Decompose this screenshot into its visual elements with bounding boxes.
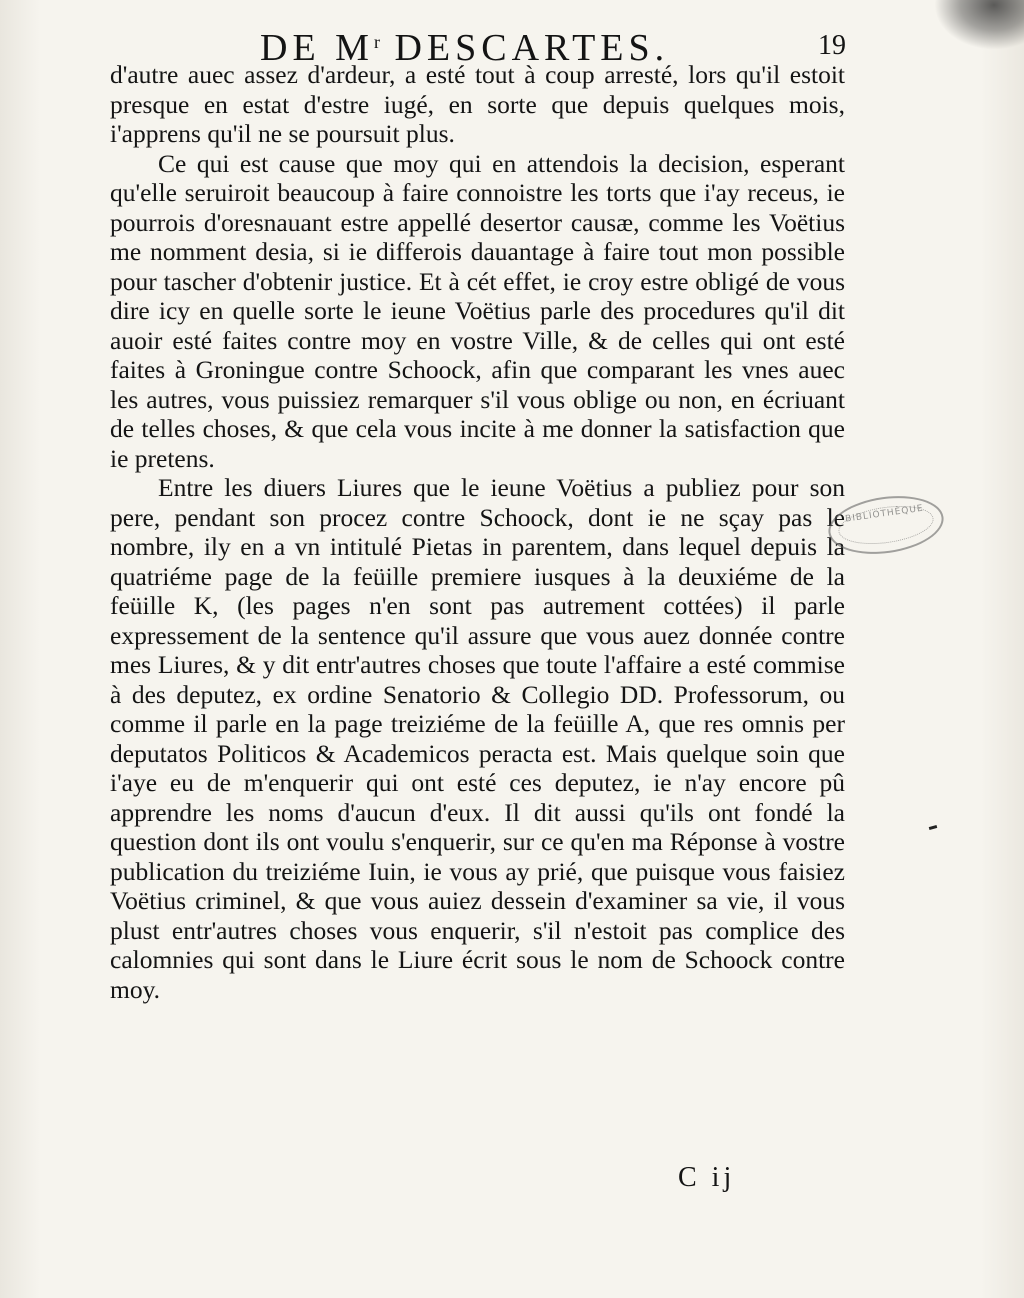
library-stamp-text: BIBLIOTHÈQUE — [844, 503, 925, 525]
scan-corner-shadow — [934, 0, 1024, 50]
signature-mark: C ij — [678, 1162, 736, 1193]
page-number: 19 — [818, 30, 846, 61]
running-title-post: DESCARTES. — [379, 27, 670, 69]
running-title-pre: DE M — [260, 27, 374, 69]
paragraph-2: Ce qui est cause que moy qui en attendois la decision, esperant qu'elle seruiroit beaucoup à faire connoistre les torts que i'ay receus, ie pourrois d'oresnauant estre appellé desertor causæ, comme les Voëtius me nomment desia, si ie differois dauantage à faire tout mon possible pour tascher d'obtenir justice. Et à cét effet, ie croy estre obligé de vous dire icy en quelle sorte le ieune Voëtius parle des procedures qu'il dit auoir esté faites contre moy en vostre Ville, & de celles qui ont esté faites à Groningue contre Schoock, afin que comparant les vnes auec les autres, vous puissiez remarquer s'il vous oblige ou non, en écriuant de telles choses, & que cela vous incite à me donner la satisfaction que ie pretens. — [110, 148, 845, 473]
running-title-sup: r — [373, 32, 380, 52]
body-text — [110, 60, 845, 1004]
paragraph-1: d'autre auec assez d'ardeur, a esté tout à coup arresté, lors qu'il estoit presque en estat d'estre iugé, en sorte que depuis quelques mois, i'apprens qu'il ne se poursuit plus. — [110, 60, 845, 148]
ink-mark — [929, 825, 938, 830]
paragraph-3: Entre les diuers Liures que le ieune Voëtius a publiez pour son pere, pendant son procez contre Schoock, dont ie ne sçay pas le nombre, ily en a vn intitulé Pietas in parentem, dans lequel depuis la quatriéme page de la feüille premiere iusques à la deuxiéme de la feüille K, (les pages n'en sont pas autrement cottées) il parle expressement de la sentence qu'il assure que vous auez donnée contre mes Liures, & y dit entr'autres choses que toute l'affaire a esté commise à des deputez, ex ordine Senatorio & Collegio DD. Professorum, ou comme il parle en la page treiziéme de la feüille A, que res omnis per deputatos Politicos & Academicos peracta est. Mais quelque soin que i'aye eu de m'enquerir qui ont esté ces deputez, ie n'ay encore pû apprendre les noms d'aucun d'eux. Il dit aussi qu'ils ont fondé la question dont ils ont voulu s'enquerir, sur ce qu'en ma Réponse à vostre publication du treiziéme Iuin, ie vous ay prié, que puisque vous faisiez Voëtius criminel, & que vous auiez dessein d'examiner sa vie, il vous plust entr'autres choses vous enquerir, s'il n'estoit pas complice des calomnies qui sont dans le Liure écrit sous le nom de Schoock contre moy. — [110, 473, 845, 1004]
